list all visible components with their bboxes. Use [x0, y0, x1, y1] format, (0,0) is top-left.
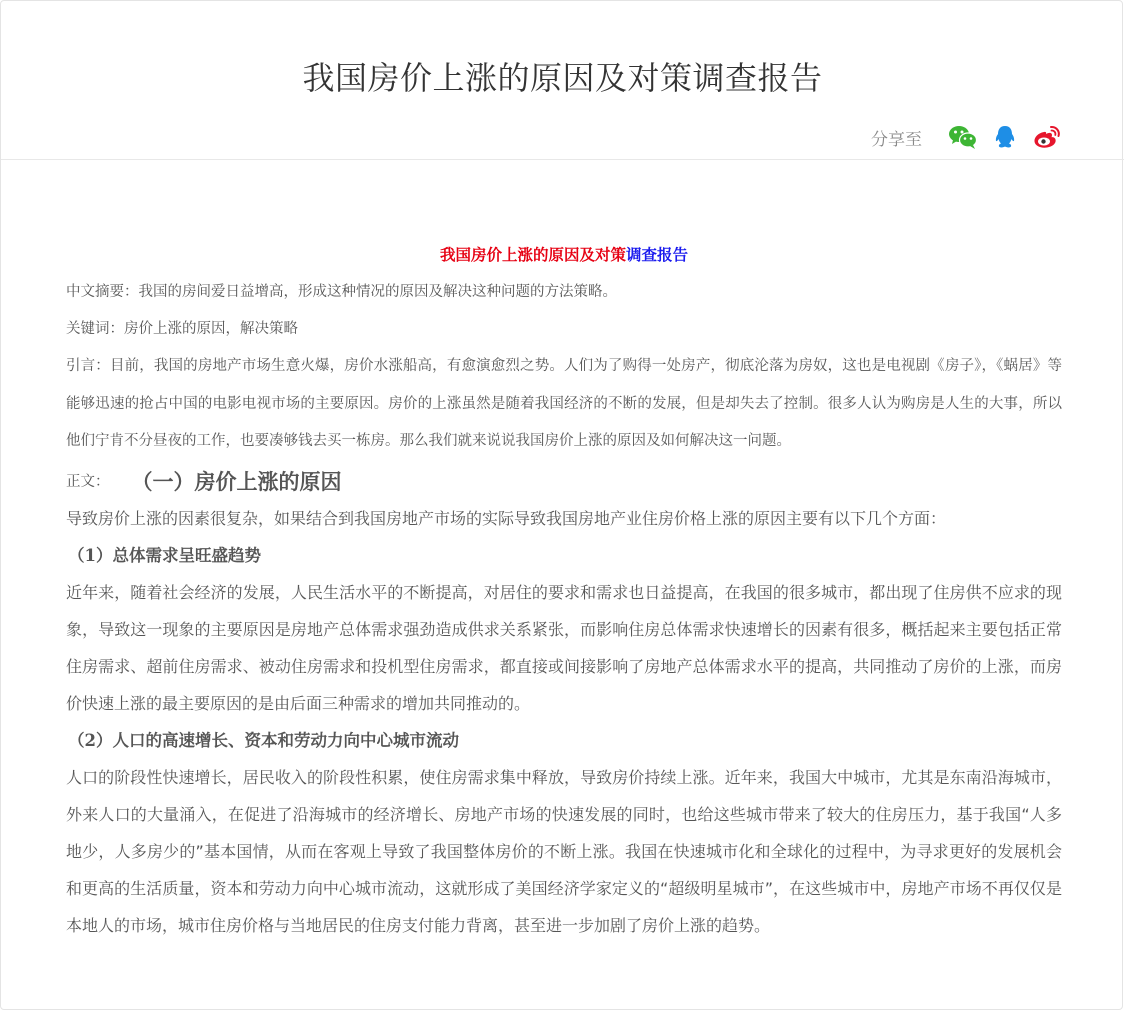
article-title-red: 我国房价上涨的原因及对策	[439, 245, 626, 264]
keywords: 关键词：房价上涨的原因，解决策略	[66, 321, 298, 337]
sub-heading-1: （1）总体需求呈旺盛趋势	[68, 545, 261, 565]
section-lead-paragraph: 导致房价上涨的因素很复杂，如果结合到我国房地产市场的实际导致我国房地产业住房价格上涨的原因主要有以下几个方面：	[66, 508, 947, 528]
sub-heading-2: （2）人口的高速增长、资本和劳动力向中心城市流动	[68, 730, 459, 750]
sub2-paragraph: 人口的阶段性快速增长，居民收入的阶段性积累，使住房需求集中释放，导致房价持续上涨。近年来，我国大中城市，尤其是东南沿海城市，外来人口的大量涌入，在促进了沿海城市的经济增长、房地产市场的快速发展的同时，也给这些城市带来了较大的住房压力，基于我国“人多地少，人多房少的”基本国情，从而在客观上导致了我国整体房价的不断上涨。我国在快速城市化和全球化的过程中，为寻求更好的发展机会和更高的生活质量，资本和劳动力向中心城市流动，这就形成了美国经济学家定义的“超级明星城市”，在这些城市中，房地产市场不再仅仅是本地人的市场，城市住房价格与当地居民的住房支付能力背离，甚至进一步加剧了房价上涨的趋势。	[66, 767, 1062, 935]
page-header	[1, 1, 1124, 160]
article-title	[66, 236, 1062, 274]
article-content	[66, 236, 1062, 944]
sub1-paragraph: 近年来，随着社会经济的发展，人民生活水平的不断提高，对居住的要求和需求也日益提高，在我国的很多城市，都出现了住房供不应求的现象，导致这一现象的主要原因是房地产总体需求强劲造成供求关系紧张，而影响住房总体需求快速增长的因素有很多，概括起来主要包括正常住房需求、超前住房需求、被动住房需求和投机型住房需求，都直接或间接影响了房地产总体需求水平的提高，共同推动了房价的上涨，而房价快速上涨的最主要原因的是由后面三种需求的增加共同推动的。	[66, 582, 1062, 713]
page-title: 我国房价上涨的原因及对策调查报告	[302, 59, 823, 97]
article-title-link[interactable]: 调查报告	[626, 245, 689, 264]
qq-icon[interactable]	[990, 124, 1020, 150]
abstract: 中文摘要：我国的房间爱日益增高，形成这种情况的原因及解决这种问题的方法策略。	[66, 284, 617, 300]
share-label: 分享至	[871, 129, 922, 150]
intro-paragraph: 引言：目前，我国的房地产市场生意火爆，房价水涨船高，有愈演愈烈之势。人们为了购得一处房产，彻底沦落为房奴，这也是电视剧《房子》，《蜗居》等能够迅速的抢占中国的电影电视市场的主要原因。房价的上涨虽然是随着我国经济的不断的发展，但是却失去了控制。很多人认为购房是人生的大事，所以他们宁肯不分昼夜的工作，也要凑够钱去买一栋房。那么我们就来说说我国房价上涨的原因及如何解决这一问题。	[66, 358, 1062, 449]
share-bar	[871, 122, 1062, 152]
section-heading-row	[66, 462, 1062, 500]
weibo-icon[interactable]	[1032, 124, 1062, 150]
section-heading: （一）房价上涨的原因	[131, 468, 342, 494]
wechat-icon[interactable]	[948, 124, 978, 150]
body-prefix: 正文：	[66, 474, 110, 490]
